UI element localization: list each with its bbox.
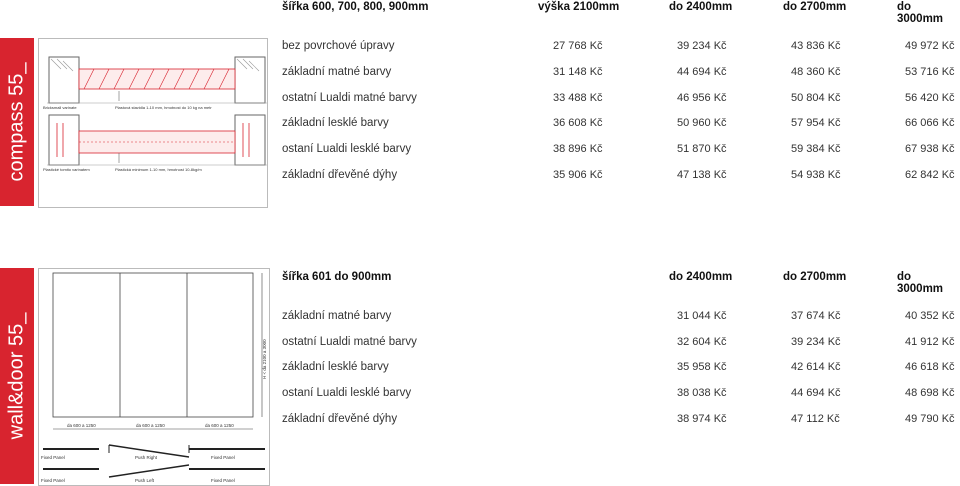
price-cell: 67 938 Kč xyxy=(905,143,955,155)
wall-door-drawing-svg xyxy=(39,269,269,485)
header-height-3000: do 3000mm xyxy=(897,271,944,295)
sidebar-label: compass 55_ xyxy=(5,62,28,182)
price-cell: 32 604 Kč xyxy=(677,336,727,348)
price-cell: 46 956 Kč xyxy=(677,92,727,104)
width-dimension-2: da 600 a 1250 xyxy=(136,423,165,428)
header-width: šířka 601 do 900mm xyxy=(282,271,392,283)
price-cell: 38 896 Kč xyxy=(553,143,603,155)
price-cell: 36 608 Kč xyxy=(553,117,603,129)
plan-fixed-panel-4: Fixed Panel xyxy=(211,478,235,483)
price-cell: 35 906 Kč xyxy=(553,169,603,181)
plan-push-right: Push Right xyxy=(135,455,158,460)
row-label: základní dřevěné dýhy xyxy=(282,413,398,425)
row-label: ostatní Lualdi matné barvy xyxy=(282,336,417,348)
width-dimension-3: da 600 a 1250 xyxy=(205,423,234,428)
row-label: základní lesklé barvy xyxy=(282,117,389,129)
price-cell: 41 912 Kč xyxy=(905,336,955,348)
price-cell: 37 674 Kč xyxy=(791,310,841,322)
drawing-note-2: Plastová stavidla 1-10 mm, hmotnost do 10 kg na metr xyxy=(115,105,212,110)
price-cell: 66 066 Kč xyxy=(905,117,955,129)
price-cell: 50 804 Kč xyxy=(791,92,841,104)
sidebar-label: wall&door 55_ xyxy=(5,312,28,440)
row-label: základní lesklé barvy xyxy=(282,361,389,373)
plan-fixed-panel-2: Fixed Panel xyxy=(211,455,235,460)
price-cell: 56 420 Kč xyxy=(905,92,955,104)
price-cell: 62 842 Kč xyxy=(905,169,955,181)
header-height-2100: výška 2100mm xyxy=(538,1,620,13)
row-label: základní matné barvy xyxy=(282,310,392,322)
price-cell: 31 148 Kč xyxy=(553,66,603,78)
price-cell: 48 698 Kč xyxy=(905,387,955,399)
price-cell: 38 974 Kč xyxy=(677,413,727,425)
compass-technical-drawing xyxy=(38,38,268,208)
header-height-2400: do 2400mm xyxy=(669,1,733,13)
row-label: bez povrchové úpravy xyxy=(282,40,395,52)
row-label: základní matné barvy xyxy=(282,66,392,78)
height-dimension: H < da 2100 a 3000 xyxy=(262,339,267,379)
plan-push-left: Push Left xyxy=(135,478,155,483)
price-cell: 43 836 Kč xyxy=(791,40,841,52)
header-height-2400: do 2400mm xyxy=(669,271,733,283)
price-cell: 48 360 Kč xyxy=(791,66,841,78)
price-cell: 53 716 Kč xyxy=(905,66,955,78)
price-cell: 39 234 Kč xyxy=(791,336,841,348)
price-cell: 54 938 Kč xyxy=(791,169,841,181)
header-height-2700: do 2700mm xyxy=(783,271,847,283)
price-cell: 57 954 Kč xyxy=(791,117,841,129)
section-sidebar-compass xyxy=(0,38,34,206)
price-cell: 44 694 Kč xyxy=(791,387,841,399)
row-label: ostaní Lualdi lesklé barvy xyxy=(282,143,412,155)
width-dimension-1: da 600 a 1250 xyxy=(67,423,96,428)
price-cell: 44 694 Kč xyxy=(677,66,727,78)
plan-fixed-panel-1: Fixed Panel xyxy=(41,455,65,460)
price-cell: 40 352 Kč xyxy=(905,310,955,322)
price-cell: 39 234 Kč xyxy=(677,40,727,52)
price-cell: 50 960 Kč xyxy=(677,117,727,129)
header-width: šířka 600, 700, 800, 900mm xyxy=(282,1,429,13)
price-cell: 47 112 Kč xyxy=(791,413,840,425)
price-cell: 27 768 Kč xyxy=(553,40,603,52)
price-cell: 59 384 Kč xyxy=(791,143,841,155)
drawing-note-4: Plastická minimum 1-10 mm, hmotnost 10-8kg/m xyxy=(115,167,202,172)
price-cell: 51 870 Kč xyxy=(677,143,727,155)
wall-door-technical-drawing xyxy=(38,268,270,486)
price-cell: 49 790 Kč xyxy=(905,413,955,425)
price-cell: 35 958 Kč xyxy=(677,361,727,373)
section-sidebar-wall-door xyxy=(0,268,34,484)
header-height-2700: do 2700mm xyxy=(783,1,847,13)
row-label: ostatní Lualdi matné barvy xyxy=(282,92,417,104)
row-label: základní dřevěné dýhy xyxy=(282,169,398,181)
price-cell: 47 138 Kč xyxy=(677,169,727,181)
price-cell: 33 488 Kč xyxy=(553,92,603,104)
price-cell: 31 044 Kč xyxy=(677,310,727,322)
price-cell: 38 038 Kč xyxy=(677,387,727,399)
compass-drawing-svg xyxy=(39,39,267,207)
header-height-3000: do 3000mm xyxy=(897,1,944,25)
row-label: ostaní Lualdi lesklé barvy xyxy=(282,387,412,399)
plan-fixed-panel-3: Fixed Panel xyxy=(41,478,65,483)
drawing-note-3: Plastické tomito varinatem xyxy=(43,167,90,172)
price-cell: 49 972 Kč xyxy=(905,40,955,52)
drawing-note-1: Bricksmall varinate xyxy=(43,105,77,110)
price-cell: 42 614 Kč xyxy=(791,361,841,373)
price-cell: 46 618 Kč xyxy=(905,361,955,373)
